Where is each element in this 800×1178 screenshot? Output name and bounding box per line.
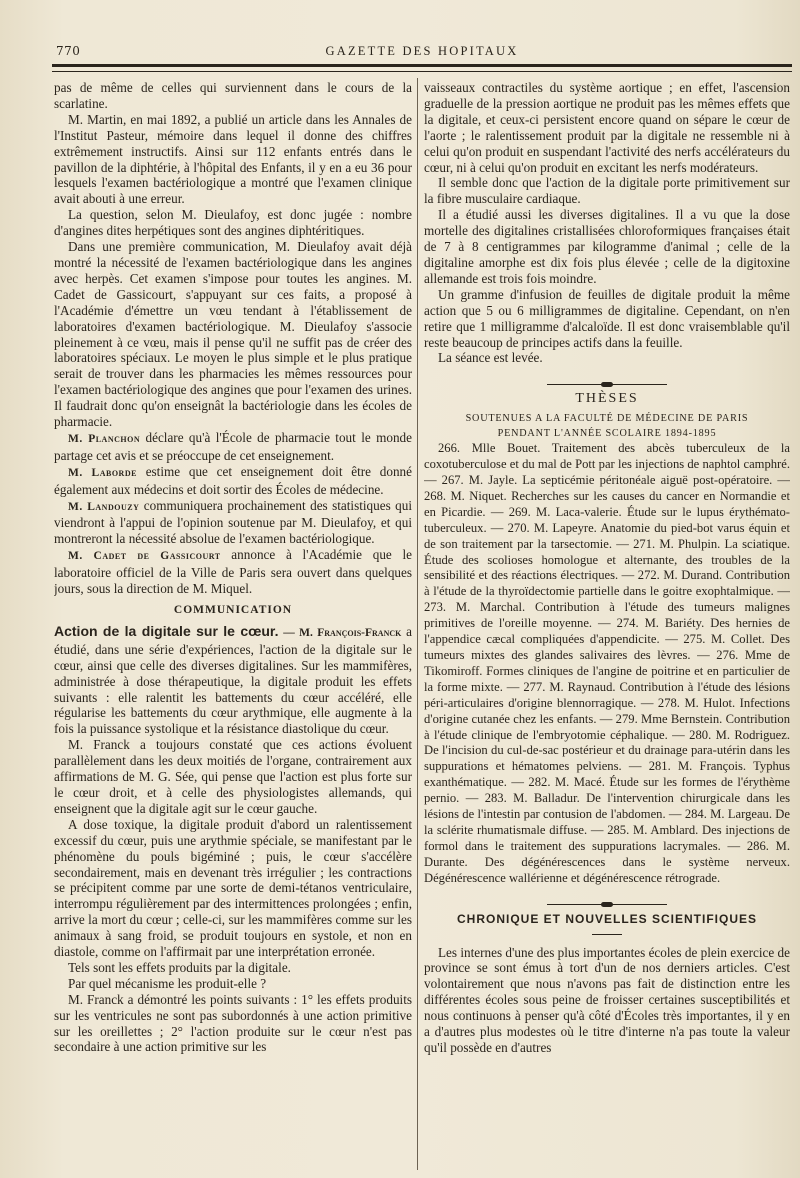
paragraph: Par quel mécanisme les produit-elle ? (68, 975, 267, 991)
section-heading: THÈSES (575, 391, 639, 407)
article-title: Action de la digitale sur le cœur. (54, 622, 279, 639)
paragraph: La question, selon M. Dieulafoy, est donc jugée : nombre d'angines dites herpétiques sont des angines diphtéritiques. (54, 207, 412, 239)
ornament-divider (424, 375, 790, 383)
paragraph-text: communiquera prochainement des statistiques qui viendront à l'appui de l'opinion soutenue par M. Dieulafoy, et qui montreront la nécessité absolue de l'examen bactériologique. (54, 497, 412, 547)
page-header (52, 40, 792, 64)
paragraph: Les internes d'une des plus importantes écoles de plein exercice de province se sont émus à tort d'un de nos derniers articles. C'est volontairement que nous n'avons pas fait de distinction entre les différentes écoles sous peine de froisser certaines susceptibilités et nous continuons à penser qu'à côté d'Écoles très importantes, il y en a d'autres plus modestes où le titre d'interne n'a pas toute la valeur qu'il possède en d'autres (424, 944, 790, 1055)
paragraph: Tels sont les effets produits par la digitale. (68, 959, 291, 975)
page-number: 770 (56, 44, 81, 58)
paragraph: M. Franck a démontré les points suivants : 1° les effets produits sur les ventricules ne sont pas subordonnés à une action primitive sur les oreillettes ; 2° l'action produite sur le cœur n'est pas secondaire à une action primitive sur les (54, 991, 412, 1055)
paragraph (54, 547, 412, 597)
speaker-name: M. Landouzy (68, 500, 140, 513)
paragraph: M. Franck a toujours constaté que ces actions évoluent parallèlement dans les deux moitiés de l'organe, contrairement aux affirmations de M. G. Sée, qui pense que l'action est plus forte sur le cœur droit, et à celle des physiologistes allemands, qui enseignent que la digitale agit sur le cœur gauche. (54, 737, 412, 816)
header-rule (52, 64, 792, 72)
paragraph: M. Martin, en mai 1892, a publié un article dans les Annales de l'Institut Pasteur, mémoire dans lequel il donne des chiffres extrêmement instructifs. Ainsi sur 112 enfants entrés dans le pavillon de la diphtérie, à l'hôpital des Enfants, il y en a eu 36 pour lesquels l'examen bactériologique a montré que l'examen clinique avait abouti à une erreur. (54, 111, 412, 207)
section-subheading: SOUTENUES A LA FACULTÉ DE MÉDECINE DE PARIS (465, 413, 749, 425)
small-rule (592, 934, 622, 935)
paragraph: vaisseaux contractiles du système aortique ; en effet, l'ascension graduelle de la pression aortique ne produit pas les mêmes effets que la digitale, et ceux-ci persistent encore quand on sépare le cœur de l'aorte ; le ralentissement produit par la digitale ne ressemble ni à celui qu'on produit en suspendant l'activité des nerfs accélérateurs du cœur, ni à celui qu'on produit en excitant les nerfs modérateurs. (424, 80, 790, 175)
section-subheading: PENDANT L'ANNÉE SCOLAIRE 1894-1895 (497, 428, 717, 440)
article-author: — M. François-Franck (283, 626, 402, 639)
speaker-name: M. Laborde (68, 466, 137, 479)
paragraph: pas de même de celles qui surviennent dans le cours de la scarlatine. (54, 80, 412, 111)
paragraph (54, 464, 412, 498)
paragraph: Dans une première communication, M. Dieulafoy avait déjà montré la nécessité de l'examen bactériologique dans les angines avec herpès. Cet examen s'impose pour toutes les angines. M. Cadet de Gassicourt, s'appuyant sur ces faits, a proposé à l'Académie d'émettre un vœu tendant à l'établissement de laboratoires d'examen bactériologique. M. Dieulafoy s'associe pleinement à ce vœu, mais il pense qu'il ne suffit pas de créer des laboratoires spéciaux. Le moyen le plus simple et le plus pratique serait de trouver dans les pharmacies les mêmes ressources pour l'examen bactériologique des angines que pour l'examen des urines. Il faudrait donc qu'on enseignât la bactériologie dans les écoles de pharmacie. (54, 239, 412, 430)
paragraph-text: estime que cet enseignement doit être donné également aux médecins et doit sortir des Écoles de médecine. (54, 463, 412, 497)
section-heading: COMMUNICATION (173, 604, 293, 616)
theses-list: 266. Mlle Bouet. Traitement des abcès tuberculeux de la coxotuberculose et du mal de Pott par les injections de naphtol camphré. — 267. M. Jayle. La septicémie péritonéale aiguë post-opératoire. — 268. M. Niquet. Recherches sur les causes du cancer en Normandie et en Picardie. — 269. M. Laca-valerie. Étude sur le lupus érythémato-tuberculeux. — 270. M. Lapeyre. Anatomie du pied-bot varus équin et de son traitement par la tarsectomie. — 271. M. Phulpin. La sciatique. Étude des scolioses homologue et alternante, des troubles de la sensibilité et des réactions électriques. — 272. M. Durand. Contribution à l'étude de la thyroïdectomie partielle dans le goitre exophtalmique. — 273. M. Marchal. Contribution à l'étude des tumeurs malignes primitives de l'oreille moyenne. — 274. M. Bariéty. Des hernies de l'appendice cæcal compliquées d'appendicite. — 275. M. Collet. Des tumeurs mixtes des glandes salivaires des lèvres. — 276. Mme de Tikomiroff. Formes cliniques de l'angine de poitrine et en particulier de la forme mixte. — 277. M. Raynaud. Contribution à l'étude des lésions péri-articulaires d'origine blennorragique. — 278. M. Hulot. Infections d'origine cutanée chez les enfants. — 279. Mme Bernstein. Contribution à l'étude clinique de l'embryotomie céphalique. — 280. M. Rodriguez. De l'incision du cul-de-sac postérieur et du drainage para-utérin dans les suppurations et hématomes pelviens. — 281. M. François. Typhus exanthématique. — 282. M. Macé. Étude sur les formes de l'érythème pernio. — 283. M. Balladur. De l'intervention chirurgicale dans les lésions de l'intestin par contusion de l'abdomen. — 284. M. Largeau. De la sclérite rhumatismale diffuse. — 285. M. Amblard. Des injections de formol dans le traitement des suppurations lacrymales. — 286. M. Durante. Des dégénérescences dans le système nerveux. Dégénérescence wallérienne et dégénérescence rétrograde. (424, 441, 790, 885)
paragraph: Il semble donc que l'action de la digitale porte primitivement sur la fibre musculaire cardiaque. (424, 175, 790, 207)
paragraph: La séance est levée. (438, 350, 543, 366)
column-divider (417, 78, 418, 1170)
paragraph-text: a étudié, dans une série d'expériences, l'action de la digitale sur le cœur, ainsi que celle des diverses digitalines. Sur les mammifères, administrée à dose thérapeutique, la digitale produit les effets suivants : elle ralentit les battements du cœur accéléré, elle régularise les battements du cœur arythmique, elle augmente à la fois la puissance systolique et la résistance diastolique du cœur. (54, 623, 412, 737)
paragraph: A dose toxique, la digitale produit d'abord un ralentissement excessif du cœur, puis une arythmie spéciale, se manifestant par le phénomène du pouls bigéminé ; puis, le cœur s'accélère secondairement, mais en devenant très irrégulier ; les contractions se précipitent comme par une sorte de demi-tétanos ventriculaire, interrompu régulièrement par des intermittences prolongées ; enfin, arrive la mort du cœur ; celle-ci, sur les mammifères comme sur les animaux à sang froid, se produit toujours en systole, et non en diastole, comme on l'affirmait par une interprétation erronée. (54, 816, 412, 960)
section-heading: CHRONIQUE ET NOUVELLES SCIENTIFIQUES (456, 911, 758, 926)
speaker-name: M. Cadet de Gassicourt (68, 550, 221, 563)
paragraph (54, 624, 412, 737)
paragraph: Il a étudié aussi les diverses digitalines. Il a vu que la dose mortelle des digitalines cristallisées chloroformiques françaises était de 7 à 8 centigrammes par kilogramme d'animal ; celle de la digitaline amorphe est dix fois plus élevée ; celle de la digitoxine allemande est trois fois moindre. (424, 207, 790, 286)
journal-title: GAZETTE DES HOPITAUX (325, 44, 519, 58)
paragraph-text: déclare qu'à l'École de pharmacie tout le monde partage cet avis et se préoccupe de cet enseignement. (54, 429, 412, 463)
paragraph (54, 430, 412, 464)
speaker-name: M. Planchon (68, 432, 141, 445)
ornament-divider (424, 896, 790, 904)
paragraph: Un gramme d'infusion de feuilles de digitale produit la même action que 5 ou 6 milligrammes de digitaline. Cependant, on n'en retire que 1 milligramme d'alcaloïde. Il est donc vraisemblable qu'il reste beaucoup de principes actifs dans la feuille. (424, 286, 790, 350)
paragraph-text: annonce à l'Académie que le laboratoire officiel de la Ville de Paris sera ouvert dans quelques jours, sous la direction de M. Miquel. (54, 547, 412, 597)
left-column (54, 80, 412, 1168)
right-column (424, 80, 790, 1168)
paragraph (54, 498, 412, 548)
